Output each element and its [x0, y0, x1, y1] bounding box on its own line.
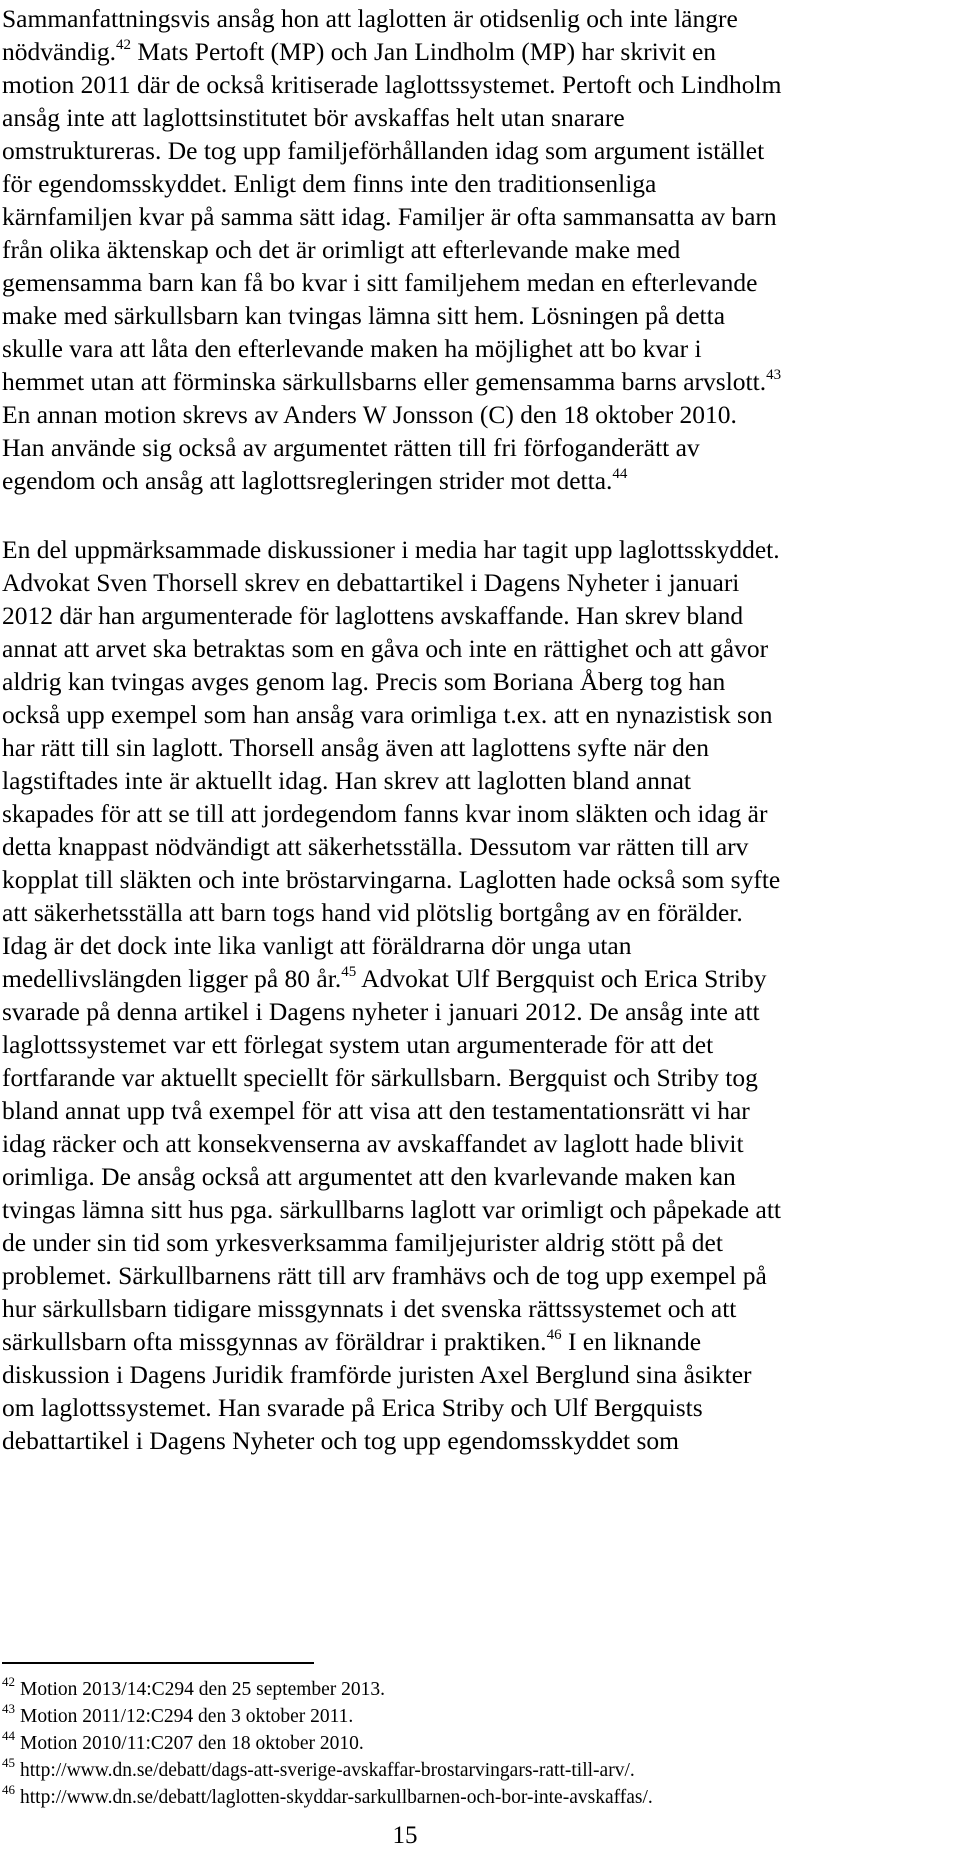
text-line: orimliga. De ansåg också att argumentet att den kvarlevande maken kan: [2, 1162, 736, 1191]
text-line: för egendomsskyddet. Enligt dem finns inte den traditionsenliga: [2, 169, 657, 198]
footnote-text: Motion 2013/14:C294 den 25 september 2013.: [20, 1679, 386, 1700]
footnote-number: 45: [2, 1754, 15, 1770]
footnote-ref: 45: [341, 963, 357, 980]
footnotes: [2, 1673, 952, 1811]
text-line: omstruktureras. De tog upp familjeförhållanden idag som argument istället: [2, 136, 765, 165]
footnote-number: 42: [2, 1673, 15, 1689]
text-line: Sammanfattningsvis ansåg hon att laglotten är otidsenlig och inte längre: [2, 4, 738, 33]
footnote-item: [2, 1754, 952, 1784]
text-line: tvingas lämna sitt hus pga. särkullbarns laglott var orimligt och påpekade att: [2, 1195, 781, 1224]
footnote-ref: 42: [116, 36, 132, 53]
text-line: från olika äktenskap och det är orimligt att efterlevande make med: [2, 235, 681, 264]
text-line: annat att arvet ska betraktas som en gåva och inte en rättighet och att gåvor: [2, 634, 769, 663]
text-line: En annan motion skrevs av Anders W Jonsson (C) den 18 oktober 2010.: [2, 400, 737, 429]
document-page: [2, 0, 952, 1457]
text-line: diskussion i Dagens Juridik framförde juristen Axel Berglund sina åsikter: [2, 1360, 752, 1389]
footnote-item: [2, 1673, 952, 1703]
footnote-ref: 43: [766, 366, 782, 383]
footnote-item: [2, 1727, 952, 1757]
text-line: En del uppmärksammade diskussioner i media har tagit upp laglottsskyddet.: [2, 535, 780, 564]
text-line: laglottssystemet var ett förlegat system utan argumenterade för att det: [2, 1030, 714, 1059]
body-paragraph-2: [2, 533, 952, 1457]
text-line: svarade på denna artikel i Dagens nyheter i januari 2012. De ansåg inte att: [2, 997, 760, 1026]
text-line: problemet. Särkullbarnens rätt till arv framhävs och de tog upp exempel på: [2, 1261, 767, 1290]
text-line: ansåg inte att laglottsinstitutet bör avskaffas helt utan snarare: [2, 103, 625, 132]
text-line: debattartikel i Dagens Nyheter och tog upp egendomsskyddet som: [2, 1426, 680, 1455]
text-line: aldrig kan tvingas avges genom lag. Precis som Boriana Åberg tog han: [2, 667, 726, 696]
page-number: 15: [392, 1822, 418, 1849]
footnote-text: http://www.dn.se/debatt/laglotten-skyddar-sarkullbarnen-och-bor-inte-avskaffas/.: [20, 1787, 653, 1808]
text-line: om laglottssystemet. Han svarade på Erica Striby och Ulf Bergquists: [2, 1393, 703, 1422]
text-line: hur särkullsbarn tidigare missgynnats i det svenska rättssystemet och att: [2, 1294, 737, 1323]
text-line: Han använde sig också av argumentet rätten till fri förfoganderätt av: [2, 433, 700, 462]
text-line: att säkerhetsställa att barn togs hand vid plötslig bortgång av en förälder.: [2, 898, 743, 927]
text-line: också upp exempel som han ansåg vara orimliga t.ex. att en nynazistisk son: [2, 700, 773, 729]
footnote-text: Motion 2011/12:C294 den 3 oktober 2011.: [20, 1706, 354, 1727]
text-line: lagstiftades inte är aktuellt idag. Han skrev att laglotten bland annat: [2, 766, 691, 795]
text-line: hemmet utan att förminska särkullsbarns eller gemensamma barns arvslott.$^{43}$: [2, 366, 782, 396]
text-line: make med särkullsbarn kan tvingas lämna sitt hem. Lösningen på detta: [2, 301, 726, 330]
text-line: skulle vara att låta den efterlevande maken ha möjlighet att bo kvar i: [2, 334, 702, 363]
text-line: idag räcker och att konsekvenserna av avskaffandet av laglott hade blivit: [2, 1129, 744, 1158]
footnote-number: 46: [2, 1781, 15, 1797]
footnote-separator: [2, 1662, 314, 1664]
text-line: gemensamma barn kan få bo kvar i sitt familjehem medan en efterlevande: [2, 268, 758, 297]
text-line: 2012 där han argumenterade för laglottens avskaffande. Han skrev bland: [2, 601, 744, 630]
footnote-number: 43: [2, 1700, 15, 1716]
text-line: medellivslängden ligger på 80 år.$^{45}$ Advokat Ulf Bergquist och Erica Striby: [2, 963, 767, 993]
text-line: motion 2011 där de också kritiserade laglottssystemet. Pertoft och Lindholm: [2, 70, 782, 99]
footnote-text: http://www.dn.se/debatt/dags-att-sverige-avskaffar-brostarvingars-ratt-till-arv/.: [20, 1760, 635, 1781]
text-line: Idag är det dock inte lika vanligt att föräldrarna dör unga utan: [2, 931, 632, 960]
text-line: nödvändig.$^{42}$ Mats Pertoft (MP) och Jan Lindholm (MP) har skrivit en: [2, 36, 717, 66]
text-line: har rätt till sin laglott. Thorsell ansåg även att laglottens syfte när den: [2, 733, 709, 762]
footnote-ref: 44: [612, 465, 628, 482]
body-paragraph-1: [2, 0, 952, 497]
footnote-item: [2, 1700, 952, 1730]
text-line: egendom och ansåg att laglottsregleringen strider mot detta.$^{44}$: [2, 465, 628, 495]
footnote-ref: 46: [546, 1326, 562, 1343]
text-line: särkullsbarn ofta missgynnas av föräldrar i praktiken.$^{46}$ I en liknande: [2, 1326, 702, 1356]
footnote-item: [2, 1781, 952, 1811]
text-line: de under sin tid som yrkesverksamma familjejurister aldrig stött på det: [2, 1228, 723, 1257]
footnote-number: 44: [2, 1727, 15, 1743]
text-line: fortfarande var aktuellt speciellt för särkullsbarn. Bergquist och Striby tog: [2, 1063, 758, 1092]
text-line: kärnfamiljen kvar på samma sätt idag. Familjer är ofta sammansatta av barn: [2, 202, 777, 231]
text-line: kopplat till släkten och inte bröstarvingarna. Laglotten hade också som syfte: [2, 865, 781, 894]
text-line: skapades för att se till att jordegendom fanns kvar inom släkten och idag är: [2, 799, 768, 828]
text-line: detta knappast nödvändigt att säkerhetsställa. Dessutom var rätten till arv: [2, 832, 749, 861]
text-line: Advokat Sven Thorsell skrev en debattartikel i Dagens Nyheter i januari: [2, 568, 740, 597]
text-line: bland annat upp två exempel för att visa att den testamentationsrätt vi har: [2, 1096, 750, 1125]
footnote-text: Motion 2010/11:C207 den 18 oktober 2010.: [20, 1733, 364, 1754]
